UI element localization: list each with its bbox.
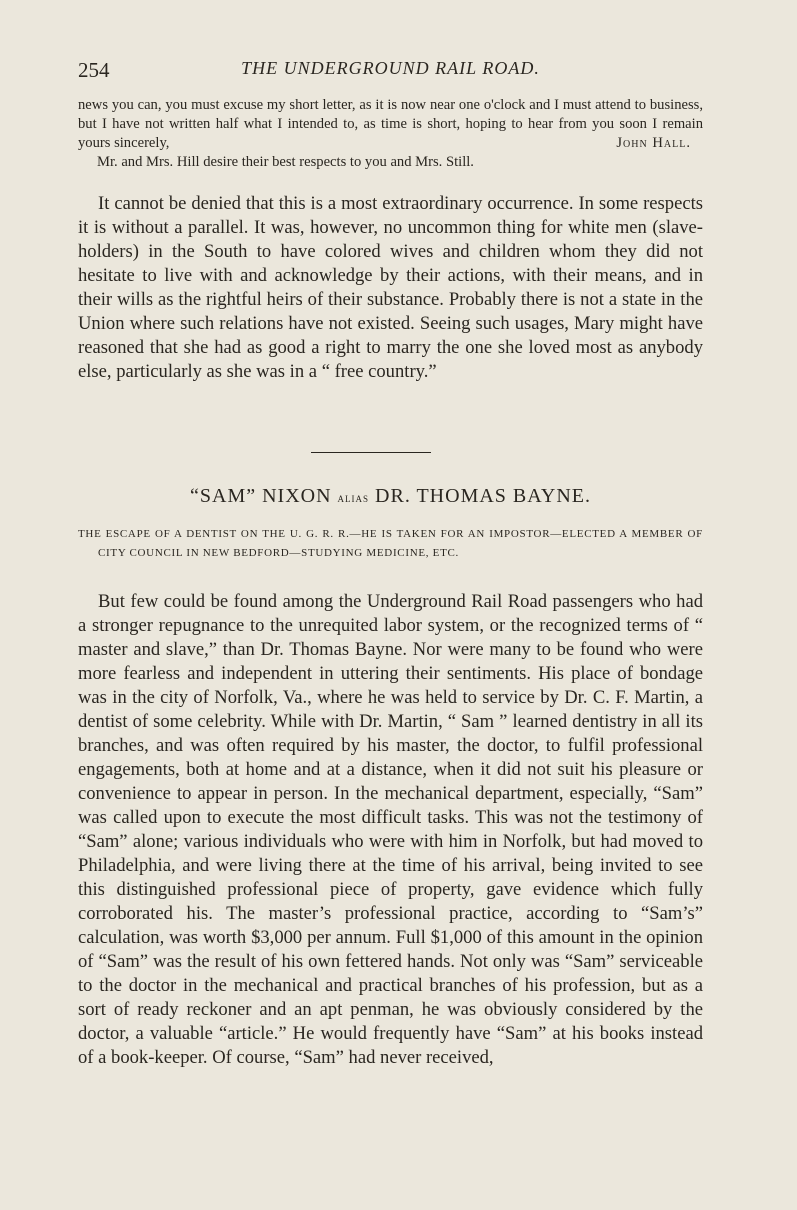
section-divider	[311, 452, 431, 453]
summary-text: THE ESCAPE OF A DENTIST ON THE U. G. R. R.—HE IS TAKEN FOR AN IMPOSTOR—ELECTED A MEMBER OF CITY COUNCIL IN NEW BEDFORD—STUDYING MEDICINE, ETC.	[78, 528, 703, 559]
section-title-alias-name: DR. THOMAS BAYNE.	[375, 485, 591, 507]
section-summary	[78, 525, 703, 563]
letter-postscript: Mr. and Mrs. Hill desire their best respects to you and Mrs. Still.	[97, 154, 474, 170]
running-title: THE UNDERGROUND RAIL ROAD.	[241, 58, 540, 78]
section-title	[78, 485, 703, 508]
section-title-alias: alias	[337, 490, 370, 505]
letter-closing	[78, 96, 703, 153]
letter-text: news you can, you must excuse my short letter, as it is now near one o'clock and I must attend to business, but I have not written half what I intended to, as time is short, hoping to hear from you soon I remain yours sincerely,	[78, 97, 703, 151]
paragraph-1: It cannot be denied that this is a most extraordinary occurrence. In some respects it is without a parallel. It was, however, no uncommon thing for white men (slave-holders) in the South to have colored wives and children whom they did not hesitate to live with and acknowledge by their actions, with their means, and in their wills as the rightful heirs of their substance. Probably there is not a state in the Union where such relations have not existed. Seeing such usages, Mary might have reasoned that she had as good a right to marry the one she loved most as anybody else, particularly as she was in a “ free country.”	[78, 193, 703, 382]
paragraph-2: But few could be found among the Underground Rail Road passengers who had a stronger repugnance to the unrequited labor system, or the recognized terms of “ master and slave,” than Dr. Thomas Bayne. Nor were many to be found who were more fearless and independent in uttering their sentiments. His place of bondage was in the city of Norfolk, Va., where he was held to service by Dr. C. F. Martin, a dentist of some celebrity. While with Dr. Martin, “ Sam ” learned dentistry in all its branches, and was often required by his master, the doctor, to fulfil professional engagements, both at home and at a distance, when it did not suit his pleasure or convenience to appear in person. In the mechanical department, especially, “Sam” was called upon to execute the most difficult tasks. This was not the testimony of “Sam” alone; various individuals who were with him in Norfolk, but had moved to Philadelphia, and were living there at the time of his arrival, being invited to see this distinguished professional piece of property, gave evidence which fully corroborated his. The master’s professional practice, according to “Sam’s” calculation, was worth $3,000 per annum. Full $1,000 of this amount in the opinion of “Sam” was the result of his own fettered hands. Not only was “Sam” serviceable to the doctor in the mechanical and practical branches of his profession, but as a sort of ready reckoner and an apt penman, he was obviously considered by the doctor, a valuable “article.” He would frequently have “Sam” at his books instead of a book-keeper. Of course, “Sam” had never received,	[78, 591, 703, 1068]
letter-signature: John Hall.	[616, 135, 691, 151]
commentary-paragraph	[78, 192, 703, 384]
section-title-name: “SAM” NIXON	[190, 485, 332, 507]
narrative-paragraph	[78, 590, 703, 1070]
page-header	[78, 58, 703, 88]
letter-excerpt	[78, 96, 703, 172]
page-number: 254	[78, 58, 110, 82]
